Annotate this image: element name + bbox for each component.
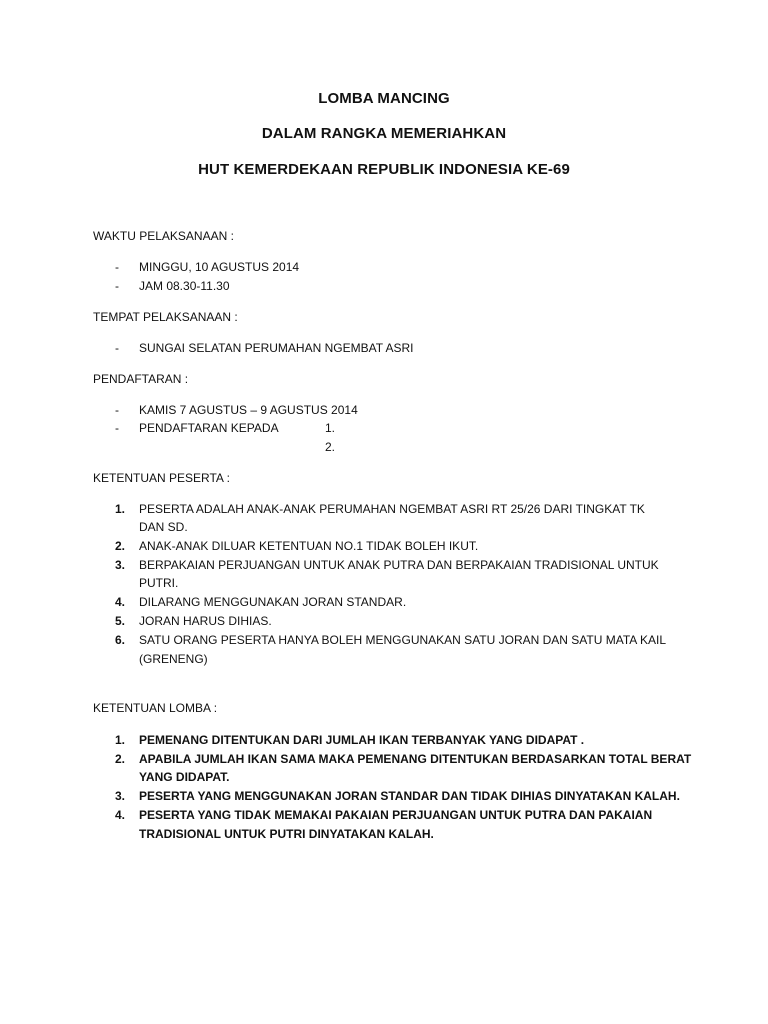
list-item-number: 1.: [115, 733, 126, 747]
list-item-continuation: PUTRI.: [139, 576, 179, 590]
list-item-continuation: TRADISIONAL UNTUK PUTRI DINYATAKAN KALAH.: [139, 827, 434, 841]
list-item: PESERTA YANG TIDAK MEMAKAI PAKAIAN PERJUANGAN UNTUK PUTRA DAN PAKAIAN: [139, 808, 653, 822]
bullet-dash: -: [115, 421, 119, 435]
list-item-continuation: (GRENENG): [139, 652, 208, 666]
list-item-number: 2.: [115, 752, 126, 766]
pendaftaran-item-dates: KAMIS 7 AGUSTUS – 9 AGUSTUS 2014: [139, 403, 358, 417]
bullet-dash: -: [115, 403, 119, 417]
list-item: PESERTA ADALAH ANAK-ANAK PERUMAHAN NGEMBAT ASRI RT 25/26 DARI TINGKAT TK: [139, 502, 645, 516]
pendaftaran-contact-2: 2.: [325, 440, 336, 454]
list-item-number: 1.: [115, 502, 126, 516]
list-item-continuation: YANG DIDAPAT.: [139, 770, 230, 784]
document-subtitle: DALAM RANGKA MEMERIAHKAN: [261, 125, 507, 142]
list-item: SATU ORANG PESERTA HANYA BOLEH MENGGUNAKAN SATU JORAN DAN SATU MATA KAIL: [139, 633, 666, 647]
bullet-dash: -: [115, 279, 119, 293]
list-item-number: 5.: [115, 614, 126, 628]
pendaftaran-contact-1: 1.: [325, 421, 336, 435]
list-item-number: 4.: [115, 808, 126, 822]
list-item-number: 2.: [115, 539, 126, 553]
pendaftaran-label: PENDAFTARAN :: [93, 372, 189, 386]
tempat-item-location: SUNGAI SELATAN PERUMAHAN NGEMBAT ASRI: [139, 341, 414, 355]
waktu-label: WAKTU PELAKSANAAN :: [93, 229, 234, 243]
list-item: PESERTA YANG MENGGUNAKAN JORAN STANDAR DAN TIDAK DIHIAS DINYATAKAN KALAH.: [139, 789, 680, 803]
waktu-item-time: JAM 08.30-11.30: [139, 279, 230, 293]
list-item: DILARANG MENGGUNAKAN JORAN STANDAR.: [139, 595, 407, 609]
list-item-number: 6.: [115, 633, 126, 647]
list-item: APABILA JUMLAH IKAN SAMA MAKA PEMENANG DITENTUKAN BERDASARKAN TOTAL BERAT: [139, 752, 692, 766]
ketentuan-lomba-label: KETENTUAN LOMBA :: [93, 701, 218, 715]
list-item: JORAN HARUS DIHIAS.: [139, 614, 272, 628]
bullet-dash: -: [115, 341, 119, 355]
document-title: LOMBA MANCING: [318, 90, 450, 107]
list-item-number: 3.: [115, 789, 126, 803]
waktu-item-date: MINGGU, 10 AGUSTUS 2014: [139, 260, 300, 274]
ketentuan-peserta-label: KETENTUAN PESERTA :: [93, 471, 230, 485]
bullet-dash: -: [115, 260, 119, 274]
list-item-number: 3.: [115, 558, 126, 572]
list-item-continuation: DAN SD.: [139, 520, 188, 534]
list-item: ANAK-ANAK DILUAR KETENTUAN NO.1 TIDAK BOLEH IKUT.: [139, 539, 479, 553]
list-item: BERPAKAIAN PERJUANGAN UNTUK ANAK PUTRA DAN BERPAKAIAN TRADISIONAL UNTUK: [139, 558, 659, 572]
list-item: PEMENANG DITENTUKAN DARI JUMLAH IKAN TERBANYAK YANG DIDAPAT .: [139, 733, 585, 747]
list-item-number: 4.: [115, 595, 126, 609]
document-event-title: HUT KEMERDEKAAN REPUBLIK INDONESIA KE-69: [198, 161, 570, 178]
tempat-label: TEMPAT PELAKSANAAN :: [93, 310, 238, 324]
pendaftaran-item-contact: PENDAFTARAN KEPADA: [139, 421, 279, 435]
